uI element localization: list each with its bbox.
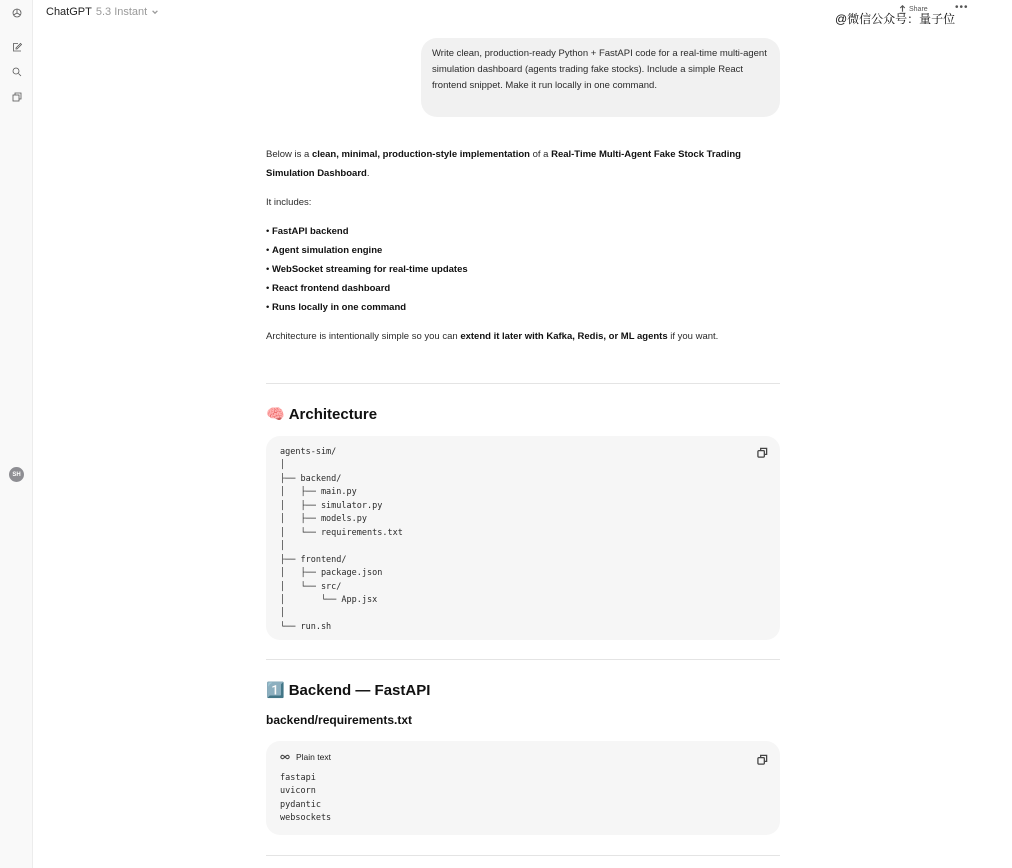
infinity-icon (280, 754, 290, 760)
architecture-note: Architecture is intentionally simple so you can extend it later with Kafka, Redis, or ML agents if you want. (266, 331, 719, 342)
list-item: • FastAPI backend (266, 222, 780, 241)
user-message: Write clean, production-ready Python + FastAPI code for a real-time multi-agent simulation dashboard (agents trading fake stocks). Include a simple React frontend snippet. Make it run locally in one command. (421, 38, 780, 117)
more-options-button[interactable]: ••• (955, 2, 969, 13)
number-one-icon: 1️⃣ (266, 682, 285, 699)
watermark: @微信公众号：量子位 (835, 12, 956, 26)
divider (266, 855, 780, 856)
copy-icon[interactable] (757, 752, 768, 763)
brain-icon: 🧠 (266, 406, 285, 423)
copy-icon[interactable] (757, 445, 768, 456)
code-block-requirements (266, 741, 780, 835)
includes-list (266, 222, 780, 317)
list-item: • React frontend dashboard (266, 279, 780, 298)
file-title: backend/requirements.txt (266, 713, 413, 727)
share-label: Share (909, 6, 928, 13)
avatar[interactable]: SH (9, 467, 24, 482)
search-icon[interactable] (8, 63, 25, 80)
assistant-message (266, 145, 780, 346)
divider (266, 383, 780, 384)
intro-paragraph: Below is a clean, minimal, production-style implementation of a Real-Time Multi-Agent Fake Stock Trading Simulation Dashboard. (266, 149, 741, 179)
list-item: • WebSocket streaming for real-time updates (266, 260, 780, 279)
app-name: ChatGPT (46, 6, 92, 18)
requirements-code: fastapi uvicorn pydantic websockets (280, 773, 332, 824)
divider (266, 659, 780, 660)
code-language-label: Plain text (280, 752, 331, 762)
new-chat-icon[interactable] (8, 38, 25, 55)
chevron-down-icon (151, 8, 159, 16)
directory-tree: agents-sim/ │ ├── backend/ │ ├── main.py │ ├── simulator.py │ ├── models.py │ └── requirements.txt │ ├── frontend/ │ ├── package.json │ └── src/ │ └── App.jsx │ └── run.sh (280, 447, 403, 632)
section-heading-architecture: 🧠 Architecture (266, 405, 378, 423)
model-version: 5.3 Instant (95, 6, 148, 18)
list-item: • Runs locally in one command (266, 298, 780, 317)
library-icon[interactable] (8, 88, 25, 105)
sidebar (0, 0, 33, 868)
list-item: • Agent simulation engine (266, 241, 780, 260)
includes-label: It includes: (266, 197, 312, 208)
code-block-architecture (266, 436, 780, 640)
model-selector[interactable] (46, 6, 159, 18)
openai-logo-icon[interactable] (8, 4, 25, 21)
section-heading-backend: 1️⃣ Backend — FastAPI (266, 681, 431, 699)
